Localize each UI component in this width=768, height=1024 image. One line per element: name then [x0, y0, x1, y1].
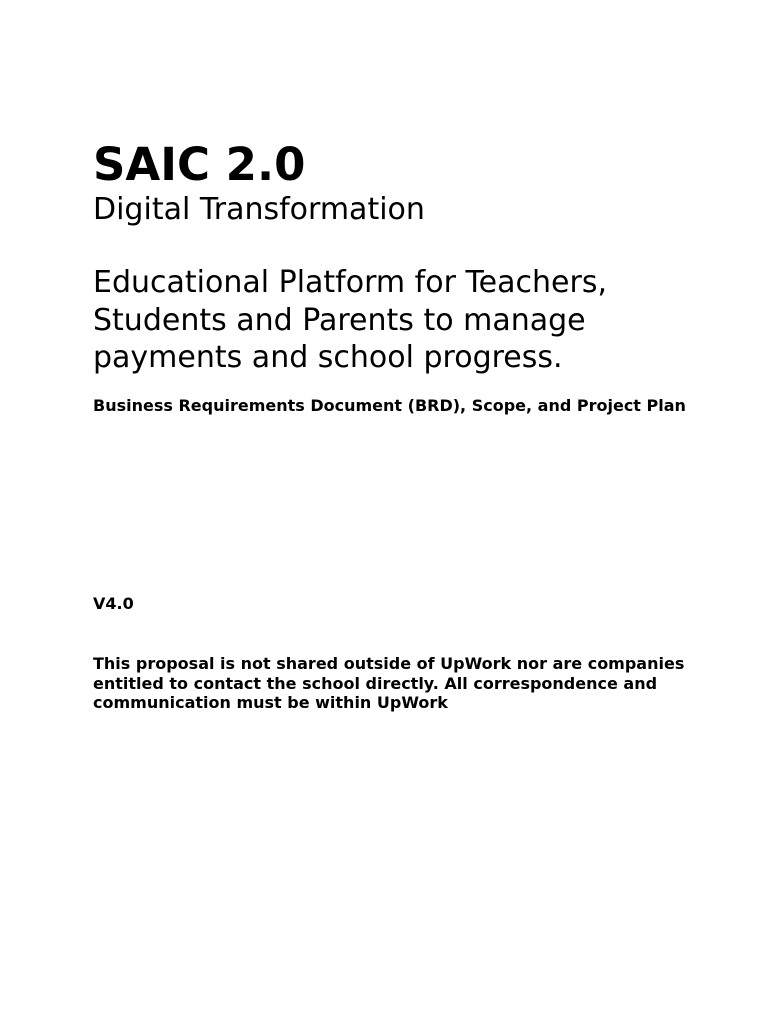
- document-version: V4.0: [93, 594, 134, 613]
- document-type: Business Requirements Document (BRD), Scope, and Project Plan: [93, 396, 686, 415]
- project-description: Educational Platform for Teachers, Students and Parents to manage payments and school progress.: [93, 265, 607, 375]
- confidentiality-notice: This proposal is not shared outside of UpWork nor are companies entitled to contact the school directly. All correspondence and communication must be within UpWork: [93, 654, 685, 712]
- document-title: SAIC 2.0: [93, 138, 306, 191]
- document-subtitle: Digital Transformation: [93, 192, 425, 227]
